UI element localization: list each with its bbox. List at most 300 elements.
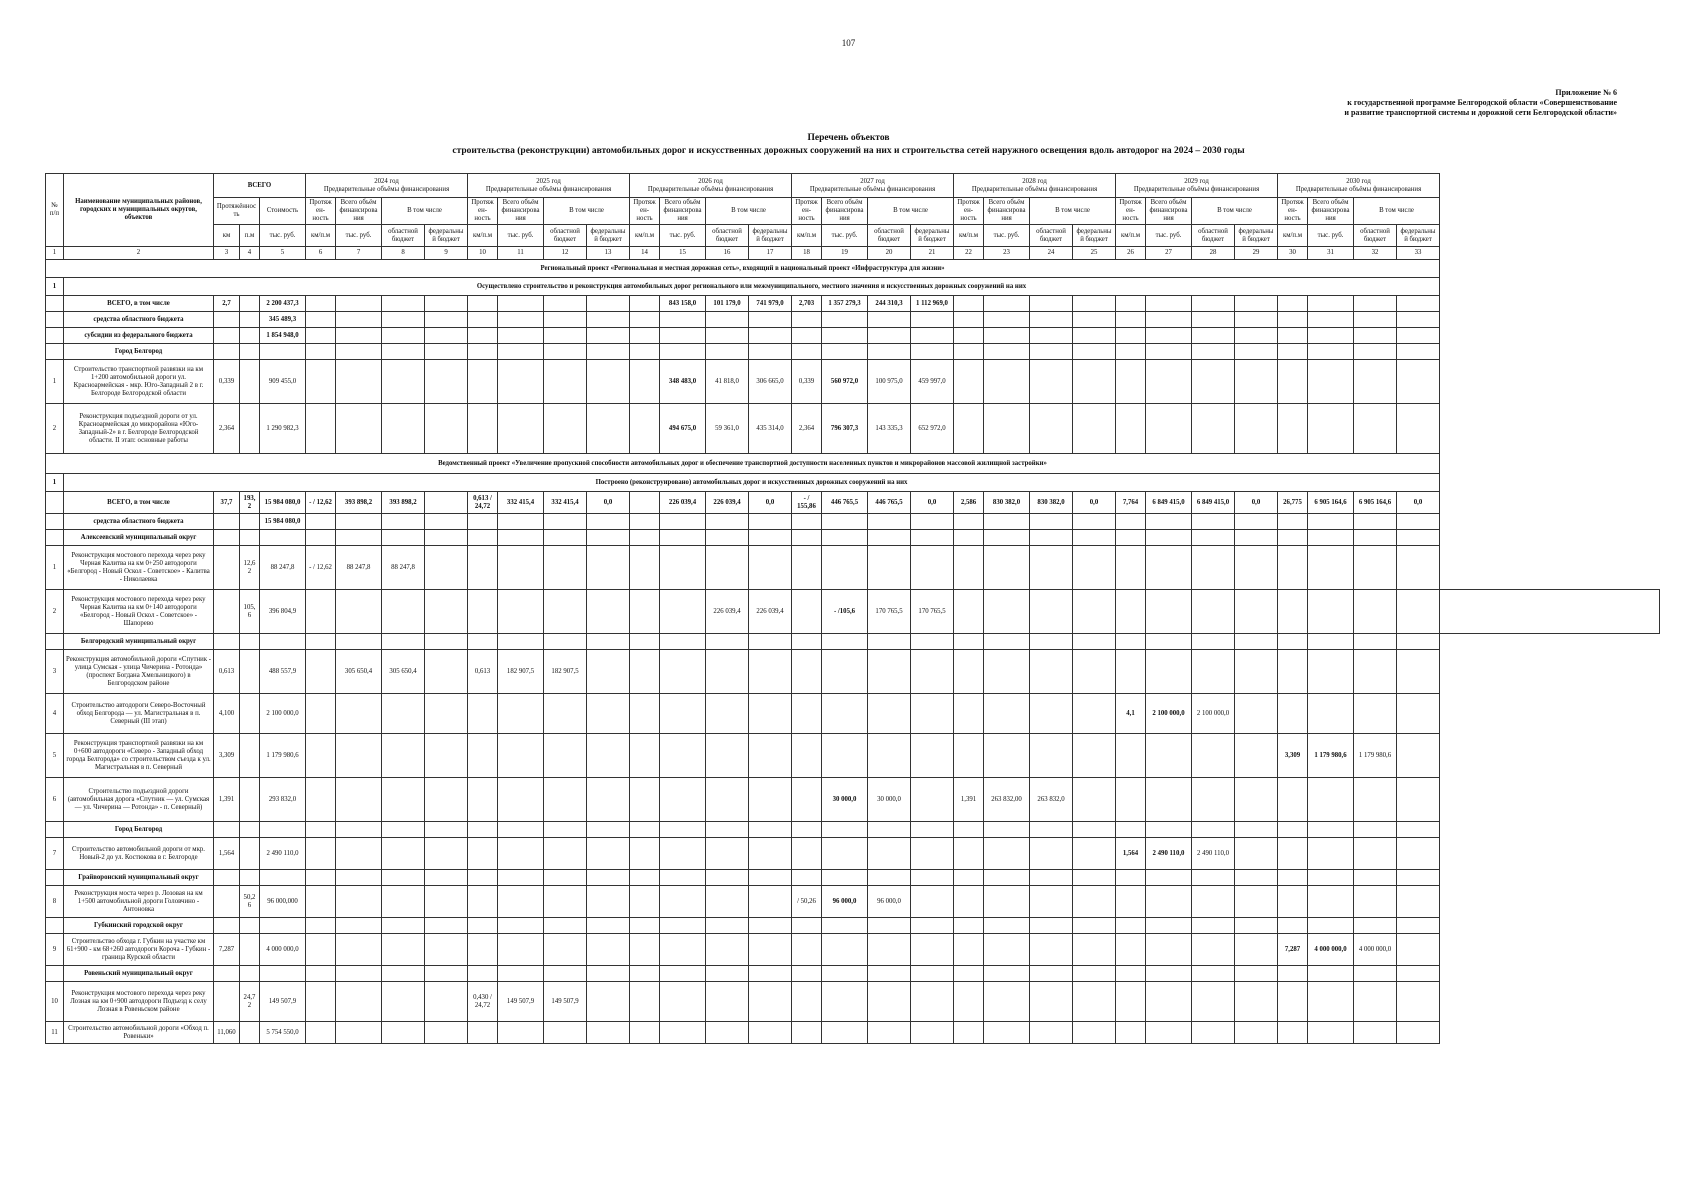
- table-cell: [911, 344, 954, 360]
- table-cell: [544, 1022, 587, 1044]
- table-cell: [630, 514, 660, 530]
- table-cell: [792, 514, 822, 530]
- table-cell: 1 357 279,3: [822, 296, 868, 312]
- table-cell: [660, 822, 706, 838]
- unit-regional-budget: областной бюджет: [1192, 225, 1235, 247]
- table-cell: 4 000 000,0: [260, 934, 306, 966]
- table-cell: [587, 822, 630, 838]
- table-cell: [1116, 966, 1146, 982]
- table-cell: [792, 934, 822, 966]
- table-cell: [382, 918, 425, 934]
- table-cell: [1354, 312, 1397, 328]
- column-number: 7: [336, 247, 382, 260]
- table-cell: [425, 530, 468, 546]
- table-cell: [425, 822, 468, 838]
- table-cell: [425, 590, 468, 634]
- table-cell: [260, 966, 306, 982]
- table-cell: [822, 838, 868, 870]
- table-cell: 7,287: [1278, 934, 1308, 966]
- table-cell: [425, 344, 468, 360]
- table-cell: [1278, 296, 1308, 312]
- table-cell: [660, 344, 706, 360]
- table-cell: [214, 982, 240, 1022]
- table-cell: [1278, 918, 1308, 934]
- table-cell: [240, 966, 260, 982]
- table-cell: [792, 344, 822, 360]
- table-cell: [425, 870, 468, 886]
- table-header: [46, 174, 1660, 260]
- table-cell: [336, 1022, 382, 1044]
- table-cell: [954, 546, 984, 590]
- table-cell: [240, 934, 260, 966]
- table-cell: [1397, 822, 1440, 838]
- table-cell: [1397, 296, 1440, 312]
- table-cell: [868, 982, 911, 1022]
- table-cell: 226 039,4: [660, 492, 706, 514]
- table-cell: [1192, 918, 1235, 934]
- table-cell: [749, 344, 792, 360]
- table-cell: [1146, 312, 1192, 328]
- table-cell: [822, 328, 868, 344]
- table-cell: [336, 886, 382, 918]
- table-cell: [498, 734, 544, 778]
- table-cell: [1073, 870, 1116, 886]
- table-cell: [1073, 822, 1116, 838]
- header-total: ВСЕГО: [214, 174, 306, 198]
- table-cell: [706, 312, 749, 328]
- group-number: 1: [46, 278, 64, 296]
- table-cell: 37,7: [214, 492, 240, 514]
- table-cell: [46, 514, 64, 530]
- table-cell: - /105,6: [822, 590, 868, 634]
- table-cell: [544, 546, 587, 590]
- table-cell: [587, 546, 630, 590]
- table-cell: [382, 966, 425, 982]
- table-cell: [1073, 328, 1116, 344]
- table-cell: [1308, 886, 1354, 918]
- table-cell: [1192, 530, 1235, 546]
- header-year-length: Протяжен-ность: [468, 198, 498, 225]
- table-cell: [954, 514, 984, 530]
- table-cell: [630, 734, 660, 778]
- year-subtitle: Предварительные объёмы финансирования: [485, 185, 612, 193]
- table-cell: [984, 328, 1030, 344]
- table-cell: [46, 822, 64, 838]
- table-cell: [382, 514, 425, 530]
- table-cell: [336, 312, 382, 328]
- table-row: [46, 344, 1660, 360]
- table-cell: [911, 694, 954, 734]
- table-cell: [1192, 886, 1235, 918]
- table-cell: [911, 734, 954, 778]
- table-cell: [706, 650, 749, 694]
- table-cell: [214, 530, 240, 546]
- table-cell: 1 179 980,6: [1354, 734, 1397, 778]
- table-cell: [587, 1022, 630, 1044]
- header-row-col-numbers: [46, 247, 1660, 260]
- table-cell: [240, 404, 260, 454]
- column-number: 5: [260, 247, 306, 260]
- table-cell: [868, 546, 911, 590]
- table-cell: [425, 694, 468, 734]
- table-cell: 305 650,4: [336, 650, 382, 694]
- table-cell: 6 905 164,6: [1354, 492, 1397, 514]
- table-cell: 1 179 980,6: [1308, 734, 1354, 778]
- table-cell: 6 905 164,6: [1308, 492, 1354, 514]
- table-cell: [706, 822, 749, 838]
- table-cell: [46, 918, 64, 934]
- table-row: [46, 296, 1660, 312]
- table-cell: [1397, 404, 1440, 454]
- table-cell: [587, 514, 630, 530]
- table-cell: [792, 966, 822, 982]
- table-cell: [46, 530, 64, 546]
- table-cell: [984, 530, 1030, 546]
- district-title: Грайворонский муниципальный округ: [64, 870, 214, 886]
- table-cell: [425, 360, 468, 404]
- table-cell: 459 997,0: [911, 360, 954, 404]
- table-cell: [954, 360, 984, 404]
- table-cell: [240, 530, 260, 546]
- table-cell: [46, 492, 64, 514]
- table-cell: 2: [46, 590, 64, 634]
- table-cell: [1235, 546, 1278, 590]
- header-year-length: Протяжен-ность: [630, 198, 660, 225]
- table-cell: [382, 312, 425, 328]
- column-number: 24: [1030, 247, 1073, 260]
- table-cell: [660, 778, 706, 822]
- table-cell: 26,775: [1278, 492, 1308, 514]
- table-cell: [306, 344, 336, 360]
- table-cell: [984, 966, 1030, 982]
- table-cell: [630, 634, 660, 650]
- table-cell: [468, 734, 498, 778]
- table-cell: [1192, 1022, 1235, 1044]
- table-cell: [660, 312, 706, 328]
- unit-kmpm: км/п.м: [630, 225, 660, 247]
- table-cell: [1354, 360, 1397, 404]
- table-cell: [1030, 296, 1073, 312]
- unit-kmpm: км/п.м: [1278, 225, 1308, 247]
- table-cell: [498, 634, 544, 650]
- table-cell: 1: [46, 360, 64, 404]
- table-cell: [1030, 918, 1073, 934]
- table-cell: [1073, 918, 1116, 934]
- group-number: 1: [46, 474, 64, 492]
- table-cell: [1030, 312, 1073, 328]
- table-cell: [240, 634, 260, 650]
- table-cell: 4 000 000,0: [1354, 934, 1397, 966]
- table-cell: [1146, 404, 1192, 454]
- table-cell: [240, 778, 260, 822]
- table-cell: [544, 966, 587, 982]
- table-cell: [1235, 634, 1278, 650]
- object-name: Строительство автомобильной дороги от мкр. Новый-2 до ул. Костюкова в г. Белгороде: [64, 838, 214, 870]
- table-cell: [868, 694, 911, 734]
- table-cell: 1 854 948,0: [260, 328, 306, 344]
- table-cell: [498, 546, 544, 590]
- table-cell: [1278, 360, 1308, 404]
- column-number: 8: [382, 247, 425, 260]
- table-cell: [1116, 404, 1146, 454]
- table-cell: [1235, 870, 1278, 886]
- table-cell: [1308, 918, 1354, 934]
- table-cell: [911, 870, 954, 886]
- district-title: Губкинский городской округ: [64, 918, 214, 934]
- table-cell: [1308, 328, 1354, 344]
- table-cell: [1278, 328, 1308, 344]
- table-cell: [984, 1022, 1030, 1044]
- header-year-2027: [792, 174, 954, 198]
- table-cell: [1030, 344, 1073, 360]
- object-name: ВСЕГО, в том числе: [64, 492, 214, 514]
- unit-rub: тыс. руб.: [260, 225, 306, 247]
- table-cell: [468, 870, 498, 886]
- table-cell: [498, 344, 544, 360]
- table-cell: [544, 838, 587, 870]
- table-row: [46, 918, 1660, 934]
- table-cell: [1278, 982, 1308, 1022]
- table-cell: [306, 296, 336, 312]
- table-cell: [498, 328, 544, 344]
- table-cell: [425, 296, 468, 312]
- column-number: 9: [425, 247, 468, 260]
- table-cell: 1 179 980,6: [260, 734, 306, 778]
- header-name: Наименование муниципальных районов, городских и муниципальных округов, объектов: [64, 174, 214, 247]
- table-cell: [46, 870, 64, 886]
- table-cell: 59 361,0: [706, 404, 749, 454]
- table-cell: [1235, 982, 1278, 1022]
- table-cell: 1,391: [954, 778, 984, 822]
- table-cell: [587, 886, 630, 918]
- table-cell: [240, 344, 260, 360]
- table-cell: 149 507,9: [498, 982, 544, 1022]
- table-cell: [498, 694, 544, 734]
- table-row: [46, 982, 1660, 1022]
- table-cell: [1235, 328, 1278, 344]
- unit-km: км: [214, 225, 240, 247]
- table-row: [46, 514, 1660, 530]
- table-cell: [660, 870, 706, 886]
- table-cell: [336, 328, 382, 344]
- table-cell: [1146, 360, 1192, 404]
- table-cell: 393 898,2: [336, 492, 382, 514]
- table-cell: [630, 344, 660, 360]
- header-year-total: Всего объём финансирования: [1308, 198, 1354, 225]
- table-cell: [587, 344, 630, 360]
- table-cell: [1116, 934, 1146, 966]
- table-cell: [1278, 530, 1308, 546]
- table-cell: [630, 822, 660, 838]
- table-cell: [1308, 296, 1354, 312]
- table-row: [46, 838, 1660, 870]
- table-cell: [382, 328, 425, 344]
- table-cell: [544, 344, 587, 360]
- table-cell: [1146, 634, 1192, 650]
- table-cell: [260, 870, 306, 886]
- table-cell: [749, 886, 792, 918]
- table-cell: [1030, 530, 1073, 546]
- header-year-2030: [1278, 174, 1440, 198]
- table-cell: [498, 870, 544, 886]
- unit-kmpm: км/п.м: [1116, 225, 1146, 247]
- table-cell: [544, 514, 587, 530]
- document-title: [0, 132, 1697, 158]
- table-cell: [1030, 404, 1073, 454]
- table-cell: [46, 328, 64, 344]
- column-number: 29: [1235, 247, 1278, 260]
- table-cell: [1030, 590, 1073, 634]
- table-cell: [1354, 296, 1397, 312]
- table-cell: [1146, 650, 1192, 694]
- table-cell: [954, 1022, 984, 1044]
- table-cell: 435 314,0: [749, 404, 792, 454]
- table-cell: [660, 966, 706, 982]
- table-cell: 193,2: [240, 492, 260, 514]
- table-cell: [1192, 360, 1235, 404]
- unit-kmpm: км/п.м: [792, 225, 822, 247]
- table-cell: [1278, 344, 1308, 360]
- table-cell: [868, 822, 911, 838]
- table-cell: 830 382,0: [984, 492, 1030, 514]
- table-row: [46, 870, 1660, 886]
- object-name: Реконструкция мостового перехода через реку Черная Калитва на км 0+250 автодороги «Белгород - Новый Оскол - Советское» - Калитва - Николаевка: [64, 546, 214, 590]
- table-cell: [868, 934, 911, 966]
- year-subtitle: Предварительные объёмы финансирования: [971, 185, 1098, 193]
- table-cell: [382, 934, 425, 966]
- table-cell: [660, 694, 706, 734]
- year-title: 2030 год: [1346, 177, 1371, 185]
- column-number: 3: [214, 247, 240, 260]
- table-cell: 7,764: [1116, 492, 1146, 514]
- table-cell: [306, 650, 336, 694]
- table-cell: [468, 966, 498, 982]
- table-cell: [822, 650, 868, 694]
- year-title: 2028 год: [1022, 177, 1047, 185]
- table-cell: [660, 1022, 706, 1044]
- table-cell: [214, 312, 240, 328]
- column-number: 32: [1354, 247, 1397, 260]
- table-cell: 3,309: [214, 734, 240, 778]
- table-cell: 2 200 437,3: [260, 296, 306, 312]
- table-cell: [630, 934, 660, 966]
- table-cell: 7,287: [214, 934, 240, 966]
- table-cell: [336, 982, 382, 1022]
- table-cell: [1354, 838, 1397, 870]
- unit-federal-budget: федеральный бюджет: [425, 225, 468, 247]
- table-cell: 0,0: [749, 492, 792, 514]
- table-cell: [868, 530, 911, 546]
- table-cell: [1354, 590, 1397, 634]
- header-length: Протяжённость: [214, 198, 260, 225]
- table-cell: [706, 886, 749, 918]
- table-cell: [1397, 514, 1440, 530]
- table-cell: [336, 590, 382, 634]
- table-cell: [468, 312, 498, 328]
- table-cell: [1073, 778, 1116, 822]
- table-cell: [544, 934, 587, 966]
- column-number: 18: [792, 247, 822, 260]
- object-name: Строительство автодороги Северо-Восточный обход Белгорода — ул. Магистральная в п. Северный (III этап): [64, 694, 214, 734]
- table-cell: [1030, 1022, 1073, 1044]
- table-cell: [630, 982, 660, 1022]
- table-row: [46, 312, 1660, 328]
- table-row: [46, 634, 1660, 650]
- table-cell: 652 972,0: [911, 404, 954, 454]
- table-cell: [587, 650, 630, 694]
- object-name: Строительство автомобильной дороги «Обход п. Ровеньки»: [64, 1022, 214, 1044]
- table-cell: [46, 296, 64, 312]
- table-cell: 3: [46, 650, 64, 694]
- table-cell: [1235, 822, 1278, 838]
- table-cell: [1192, 590, 1235, 634]
- column-number: 1: [46, 247, 64, 260]
- table-cell: [425, 650, 468, 694]
- table-cell: [306, 360, 336, 404]
- table-cell: [984, 734, 1030, 778]
- title-line-1: Перечень объектов: [807, 133, 890, 143]
- table-cell: [792, 546, 822, 590]
- column-number: 21: [911, 247, 954, 260]
- table-cell: 345 489,3: [260, 312, 306, 328]
- column-number: 33: [1397, 247, 1440, 260]
- table-cell: [984, 870, 1030, 886]
- table-cell: [468, 694, 498, 734]
- table-cell: [425, 634, 468, 650]
- table-cell: [260, 344, 306, 360]
- table-cell: [749, 822, 792, 838]
- table-cell: [822, 822, 868, 838]
- table-cell: [425, 404, 468, 454]
- table-cell: [382, 886, 425, 918]
- table-cell: [954, 296, 984, 312]
- table-cell: 2,7: [214, 296, 240, 312]
- table-cell: 830 382,0: [1030, 492, 1073, 514]
- header-year-2028: [954, 174, 1116, 198]
- table-cell: [468, 822, 498, 838]
- table-cell: [706, 838, 749, 870]
- table-cell: [1308, 590, 1354, 634]
- table-cell: [1354, 1022, 1397, 1044]
- page-number: 107: [841, 38, 856, 48]
- table-cell: [382, 982, 425, 1022]
- table-cell: [214, 634, 240, 650]
- unit-kmpm: км/п.м: [468, 225, 498, 247]
- table-cell: [1397, 982, 1440, 1022]
- table-cell: [822, 344, 868, 360]
- table-cell: [468, 838, 498, 870]
- table-cell: [984, 590, 1030, 634]
- table-cell: 8: [46, 886, 64, 918]
- table-cell: [1235, 312, 1278, 328]
- table-cell: [1192, 296, 1235, 312]
- table-cell: 4 000 000,0: [1308, 934, 1354, 966]
- table-cell: [911, 650, 954, 694]
- appendix-line-1: Приложение № 6: [1555, 88, 1617, 97]
- object-name: Строительство транспортной развязки на км 1+200 автомобильной дороги ул. Красноармейская - мкр. Юго-Западный 2 в г. Белгороде Белгородской области: [64, 360, 214, 404]
- table-cell: [911, 982, 954, 1022]
- table-row: [46, 694, 1660, 734]
- table-cell: 226 039,4: [749, 590, 792, 634]
- table-cell: [544, 918, 587, 934]
- table-cell: [425, 514, 468, 530]
- table-cell: 0,430 / 24,72: [468, 982, 498, 1022]
- table-cell: [1192, 650, 1235, 694]
- object-name: Реконструкция мостового перехода через реку Лозная на км 0+900 автодороги Подъезд к селу Лозная в Ровеньском районе: [64, 982, 214, 1022]
- table-cell: [306, 514, 336, 530]
- column-number: 27: [1146, 247, 1192, 260]
- table-cell: [587, 404, 630, 454]
